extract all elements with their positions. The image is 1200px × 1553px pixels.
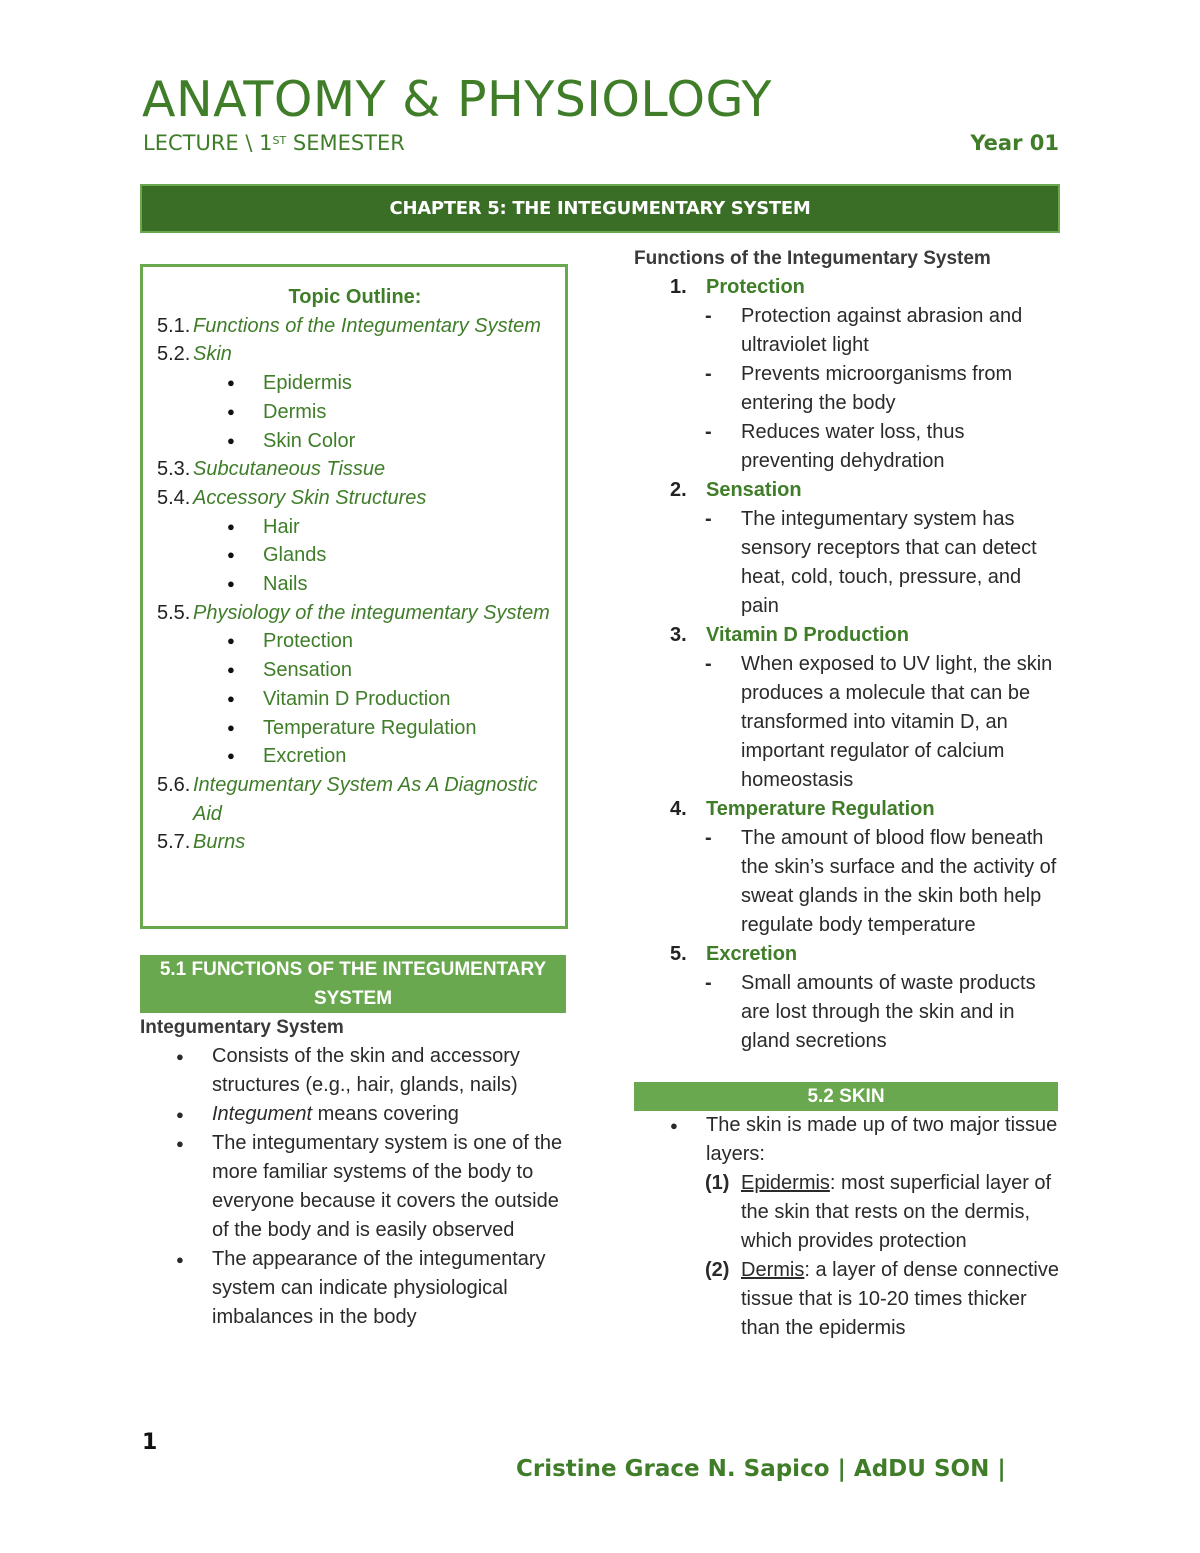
outline-item-label: Physiology of the integumentary System — [193, 601, 550, 624]
list-item: ● The skin is made up of two major tissue layers: — [634, 1111, 1060, 1169]
list-item — [140, 1100, 568, 1129]
year-label: Year 01 — [970, 131, 1059, 155]
outline-item — [157, 599, 553, 628]
outline-subitem: ● Excretion — [157, 742, 553, 771]
outline-item-label: Skin — [193, 343, 232, 366]
function-point: - Prevents microorganisms from entering the body — [634, 360, 1060, 418]
function-number: 5. — [670, 943, 687, 965]
outline-item — [157, 455, 553, 484]
chapter-title: CHAPTER 5: THE INTEGUMENTARY SYSTEM — [389, 198, 811, 219]
outline-item — [157, 340, 553, 369]
outline-item-number: 5.5. — [157, 601, 191, 624]
chapter-banner — [140, 184, 1060, 233]
outline-item — [157, 312, 553, 341]
function-item — [634, 795, 1060, 824]
list-item-text: means covering — [312, 1103, 459, 1125]
function-number: 2. — [670, 479, 687, 501]
outline-subitem: ● Dermis — [157, 398, 553, 427]
function-title: Excretion — [706, 943, 798, 965]
function-title: Vitamin D Production — [706, 624, 909, 646]
skin-layer-item — [634, 1169, 1060, 1256]
outline-subitem: ● Temperature Regulation — [157, 714, 553, 743]
outline-item-label: Accessory Skin Structures — [193, 486, 427, 509]
section-51-bullets — [140, 1042, 568, 1332]
outline-item-number: 5.4. — [157, 486, 191, 509]
function-point: - Reduces water loss, thus preventing dehydration — [634, 418, 1060, 476]
subtitle-text: LECTURE \ 1 — [143, 131, 273, 155]
emphasized-term: Integument — [212, 1103, 313, 1125]
outline-item-number: 5.3. — [157, 458, 191, 481]
outline-subitem: ● Vitamin D Production — [157, 685, 553, 714]
skin-layer-description: : most superficial layer of the skin that rests on the dermis, which provides protection — [741, 1172, 1052, 1252]
outline-heading: Topic Outline: — [288, 286, 422, 308]
lecture-subtitle — [143, 129, 405, 157]
outline-item — [157, 484, 553, 513]
function-number: 4. — [670, 798, 687, 820]
outline-subitem: ● Protection — [157, 627, 553, 656]
page-number: 1 — [142, 1430, 158, 1455]
outline-item-label: Functions of the Integumentary System — [193, 314, 541, 337]
function-point: - Protection against abrasion and ultraviolet light — [634, 302, 1060, 360]
skin-layer-number: (1) — [705, 1172, 730, 1194]
skin-layer-description: : a layer of dense connective tissue that is 10-20 times thicker than the epidermis — [741, 1259, 1059, 1339]
outline-item-number: 5.6. — [157, 773, 191, 796]
outline-item-number: 5.1. — [157, 314, 191, 337]
list-item: ● Consists of the skin and accessory structures (e.g., hair, glands, nails) — [140, 1042, 568, 1100]
skin-layer-term: Dermis — [741, 1259, 805, 1281]
outline-item — [157, 771, 553, 828]
functions-heading: Functions of the Integumentary System — [634, 248, 991, 269]
function-title: Sensation — [706, 479, 802, 501]
subtitle-superscript: ST — [272, 134, 287, 147]
skin-layer-item — [634, 1256, 1060, 1343]
function-title: Temperature Regulation — [706, 798, 935, 820]
list-item: ● The integumentary system is one of the more familiar systems of the body to everyone because it covers the outside of the body and is easily observed — [140, 1129, 568, 1245]
left-column — [140, 264, 568, 1332]
function-item — [634, 273, 1060, 302]
outline-item-label: Burns — [193, 831, 246, 854]
function-title: Protection — [706, 276, 805, 298]
document-title: ANATOMY & PHYSIOLOGY — [142, 71, 772, 128]
outline-subitem: ● Epidermis — [157, 369, 553, 398]
outline-item-number: 5.2. — [157, 343, 191, 366]
skin-layer-term: Epidermis — [741, 1172, 830, 1194]
outline-item-number: 5.7. — [157, 831, 191, 854]
function-point: - The amount of blood flow beneath the skin’s surface and the activity of sweat glands in the skin both help regulate body temperature — [634, 824, 1060, 940]
function-point: - Small amounts of waste products are lost through the skin and in gland secretions — [634, 969, 1060, 1056]
list-item: ● The appearance of the integumentary system can indicate physiological imbalances in the body — [140, 1245, 568, 1332]
topic-outline-box — [140, 264, 568, 929]
section-52-banner: 5.2 SKIN — [634, 1082, 1058, 1111]
footer-author: Cristine Grace N. Sapico | AdDU SON | — [516, 1456, 1006, 1482]
section-51-heading: Integumentary System — [140, 1017, 344, 1038]
functions-list — [634, 273, 1060, 1056]
right-column — [634, 244, 1060, 1343]
outline-item — [157, 828, 553, 857]
function-item — [634, 940, 1060, 969]
subtitle-text-end: SEMESTER — [286, 131, 405, 155]
outline-subitem: ● Hair — [157, 513, 553, 542]
function-item — [634, 476, 1060, 505]
outline-subitem: ● Sensation — [157, 656, 553, 685]
section-52-content — [634, 1111, 1060, 1343]
function-point: - The integumentary system has sensory receptors that can detect heat, cold, touch, pressure, and pain — [634, 505, 1060, 621]
function-number: 3. — [670, 624, 687, 646]
section-51-banner: 5.1 FUNCTIONS OF THE INTEGUMENTARY SYSTEM — [140, 955, 566, 1013]
skin-layer-number: (2) — [705, 1259, 730, 1281]
outline-subitem: ● Skin Color — [157, 427, 553, 456]
outline-subitem: ● Nails — [157, 570, 553, 599]
outline-item-label: Integumentary System As A Diagnostic Aid — [193, 773, 538, 825]
function-point: - When exposed to UV light, the skin produces a molecule that can be transformed into vitamin D, an important regulator of calcium homeostasis — [634, 650, 1060, 795]
outline-item-label: Subcutaneous Tissue — [193, 458, 386, 481]
function-number: 1. — [670, 276, 687, 298]
function-item — [634, 621, 1060, 650]
outline-subitem: ● Glands — [157, 541, 553, 570]
